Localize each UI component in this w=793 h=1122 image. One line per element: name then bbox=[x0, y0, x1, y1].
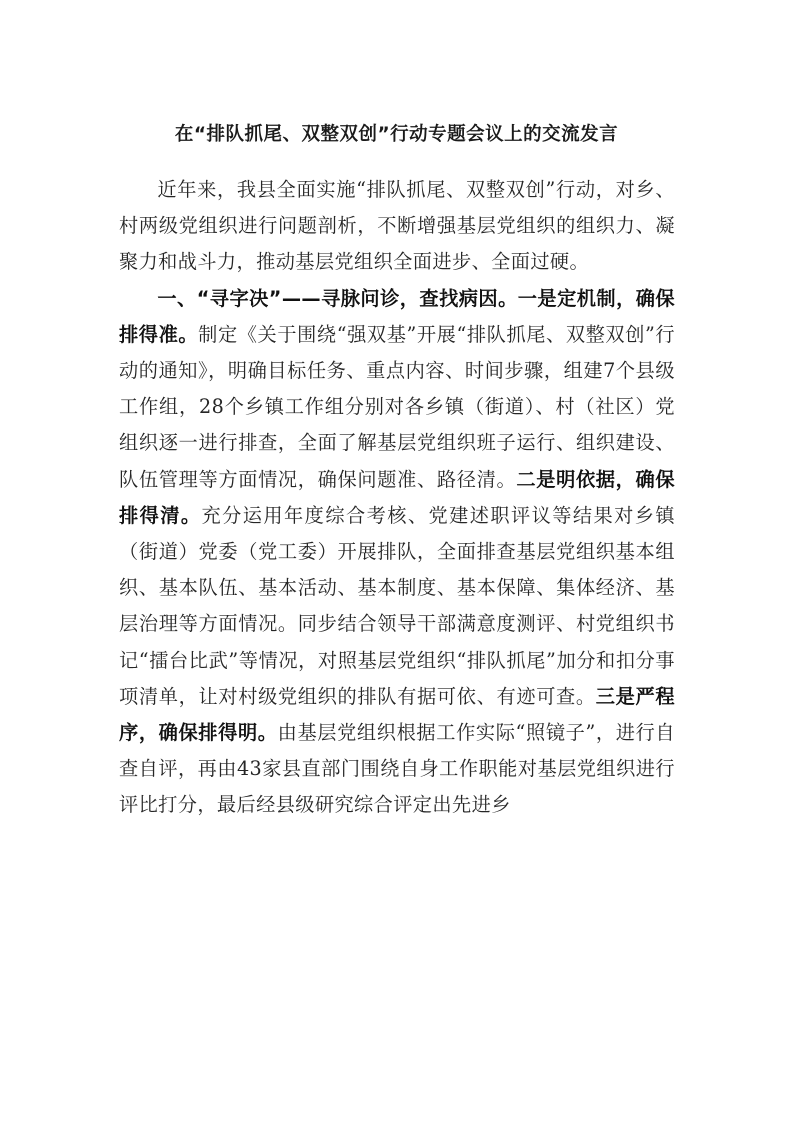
point-two-heading: 二是明依据，确保排得清。 bbox=[119, 467, 675, 527]
point-three-text: 由基层党组织根据工作实际“照镜子”，进行自查自评，再由43家县直部门围绕自身工作职能对基层党组织进行评比打分，最后经县级研究综合评定出先进乡 bbox=[119, 721, 675, 817]
section-one-heading: 一、“寻字决”——寻脉问诊，查找病因。 bbox=[157, 286, 518, 310]
point-two-text: 充分运用年度综合考核、党建述职评议等结果对乡镇（街道）党委（党工委）开展排队，全面排查基层党组织基本组织、基本队伍、基本活动、基本制度、基本保障、集体经济、基层治理等方面情况。同步结合领导干部满意度测评、村党组织书记“擂台比武”等情况，对照基层党组织“排队抓尾”加分和扣分事项清单，让对村级党组织的排队有据可依、有迹可查。 bbox=[119, 503, 675, 708]
point-three-heading: 三是严程序，确保排得明。 bbox=[119, 684, 675, 745]
document-title: 在“排队抓尾、双整双创”行动专题会议上的交流发言 bbox=[174, 124, 619, 145]
document-body bbox=[119, 172, 675, 824]
point-one-heading: 一是定机制，确保排得准。 bbox=[119, 286, 676, 346]
section-one-paragraph bbox=[119, 281, 675, 824]
intro-paragraph: 近年来，我县全面实施“排队抓尾、双整双创”行动，对乡、村两级党组织进行问题剖析，不断增强基层党组织的组织力、凝聚力和战斗力，推动基层党组织全面进步、全面过硬。 bbox=[119, 178, 675, 274]
point-one-text: 制定《关于围绕“强双基”开展“排队抓尾、双整双创”行动的通知》，明确目标任务、重点内容、时间步骤，组建7个县级工作组，28个乡镇工作组分别对各乡镇（街道）、村（社区）党组织逐一进行排查，全面了解基层党组织班子运行、组织建设、队伍管理等方面情况，确保问题准、路径清。 bbox=[119, 322, 675, 491]
